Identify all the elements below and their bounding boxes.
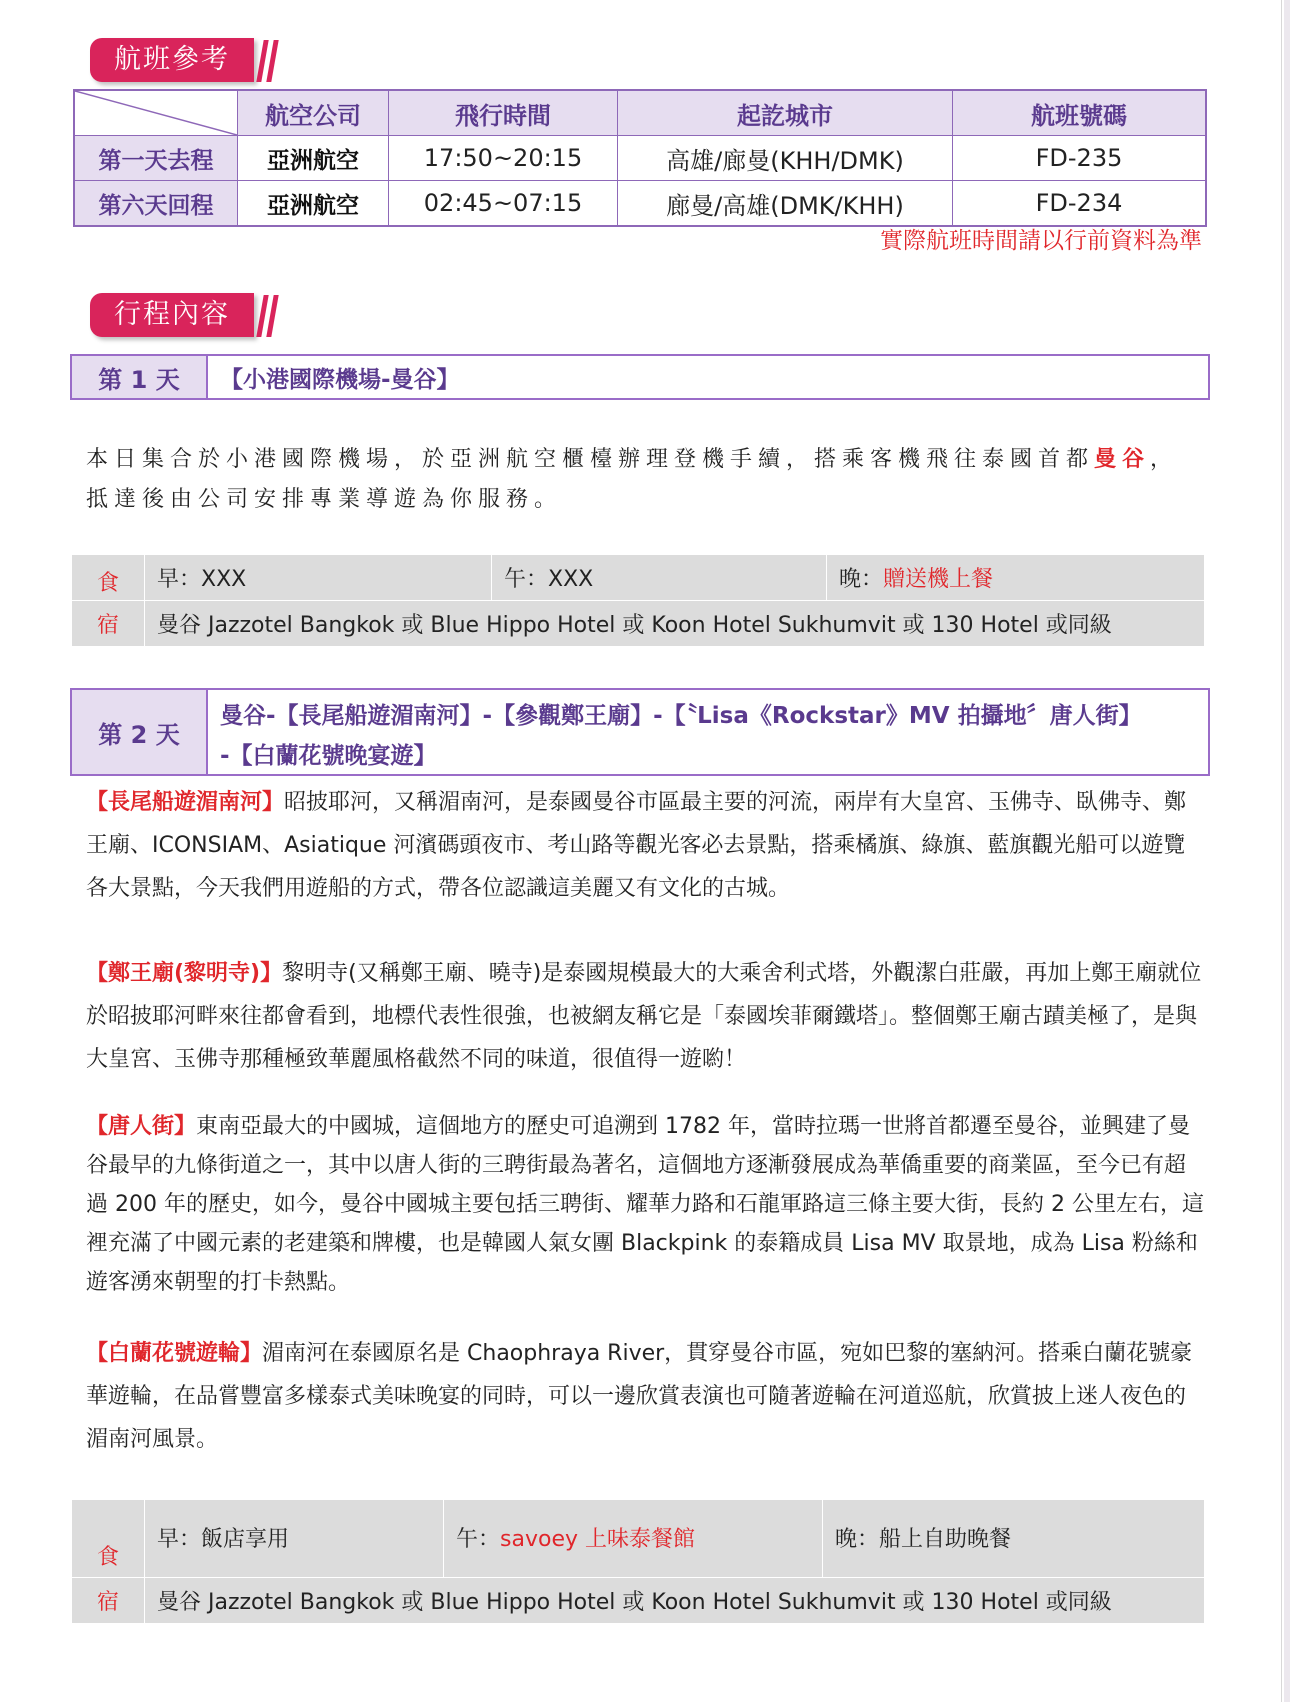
lunch-label: 午： (456, 1527, 501, 1552)
day1-title: 【小港國際機場-曼谷】 (220, 366, 460, 393)
flight-time: 02:45~07:15 (389, 181, 618, 227)
flight-table-corner-cell (74, 90, 238, 136)
dinner-value: 贈送機上餐 (883, 567, 994, 592)
paragraph-title: 【鄭王廟(黎明寺)】 (86, 961, 283, 986)
dinner: 晚：船上自助晚餐 (823, 1500, 1205, 1578)
day2-paragraph-cruise (86, 1332, 1206, 1461)
day2-label: 第 2 天 (72, 690, 208, 774)
paragraph-text: 東南亞最大的中國城，這個地方的歷史可追溯到 1782 年，當時拉瑪一世將首都遷至曼谷，並興建了曼谷最早的九條街道之一，其中以唐人街的三聘街最為著名，這個地方逐漸發展成為華僑重要的商業區，至今已有超過 200 年的歷史，如今，曼谷中國城主要包括三聘街、耀華力路和石龍軍路這三條主要大街，長約 2 公里左右，這裡充滿了中國元素的老建築和牌樓，也是韓國人氣女團 Blackpink 的泰籍成員 Lisa MV 取景地，成為 Lisa 粉絲和遊客湧來朝聖的打卡熱點。 (86, 1114, 1204, 1295)
hotel-key: 宿 (72, 1578, 145, 1624)
flight-table-header: 航班號碼 (953, 90, 1207, 136)
meal-key: 食 (72, 555, 145, 601)
paragraph-title: 【白蘭花號遊輪】 (86, 1341, 263, 1366)
page-scroll-edge (1284, 0, 1290, 1702)
flight-number: FD-234 (953, 181, 1207, 227)
day2-meal-table (71, 1499, 1205, 1624)
day1-meal-table (71, 554, 1205, 647)
flight-row-label: 第一天去程 (74, 136, 238, 181)
flight-airline: 亞洲航空 (238, 181, 389, 227)
heading-slash-decoration (266, 40, 278, 82)
hotel-key: 宿 (72, 601, 145, 647)
flight-route: 高雄/廊曼(KHH/DMK) (618, 136, 953, 181)
flight-table-header: 航空公司 (238, 90, 389, 136)
meal-row (72, 555, 1205, 601)
hotel-row (72, 1578, 1205, 1624)
lunch: 午：XXX (492, 555, 827, 601)
page-edge-line (1281, 0, 1282, 1702)
day1-label: 第 1 天 (72, 356, 208, 398)
lunch-value: savoey 上味泰餐館 (500, 1527, 695, 1552)
paragraph-text: 昭披耶河，又稱湄南河，是泰國曼谷市區最主要的河流，兩岸有大皇宮、玉佛寺、臥佛寺、鄭王廟、ICONSIAM、Asiatique 河濱碼頭夜市、考山路等觀光客必去景點，搭乘橘旗、綠旗、藍旗觀光船可以遊覽各大景點，今天我們用遊船的方式，帶各位認識這美麗又有文化的古城。 (86, 790, 1187, 901)
day1-description (86, 440, 1206, 520)
day2-paragraph-chinatown (86, 1107, 1206, 1302)
flight-table-header-row (74, 90, 1206, 136)
flight-route: 廊曼/高雄(DMK/KHH) (618, 181, 953, 227)
day1-desc-text: ，抵達後由公司安排專業導遊為你服務。 (86, 447, 1179, 512)
day2-header (70, 688, 1210, 776)
day1-header (70, 354, 1210, 400)
paragraph-text: 黎明寺(又稱鄭王廟、曉寺)是泰國規模最大的大乘舍利式塔，外觀潔白莊嚴，再加上鄭王廟就位於昭披耶河畔來往都會看到，地標代表性很強，也被網友稱它是「泰國埃菲爾鐵塔」。整個鄭王廟古蹟美極了，是與大皇宮、玉佛寺那種極致華麗風格截然不同的味道，很值得一遊喲！ (86, 961, 1202, 1072)
day2-paragraph-longtail-boat (86, 781, 1206, 910)
breakfast: 早：XXX (145, 555, 492, 601)
flight-table (73, 89, 1207, 227)
flight-table-header: 飛行時間 (389, 90, 618, 136)
heading-slash-decoration (266, 295, 278, 337)
diagonal-line-icon (75, 91, 237, 135)
meal-key: 食 (72, 1500, 145, 1578)
breakfast: 早：飯店享用 (145, 1500, 444, 1578)
paragraph-title: 【長尾船遊湄南河】 (86, 790, 285, 815)
flight-airline: 亞洲航空 (238, 136, 389, 181)
day2-title (208, 690, 1208, 774)
flight-time: 17:50~20:15 (389, 136, 618, 181)
day2-paragraph-wat-arun (86, 952, 1206, 1081)
paragraph-text: 湄南河在泰國原名是 Chaophraya River，貫穿曼谷市區，宛如巴黎的塞納河。搭乘白蘭花號豪華遊輪，在品嘗豐富多樣泰式美味晚宴的同時，可以一邊欣賞表演也可隨著遊輪在河道巡航，欣賞披上迷人夜色的湄南河風景。 (86, 1341, 1193, 1452)
flight-number: FD-235 (953, 136, 1207, 181)
day1-desc-text: 本日集合於小港國際機場，於亞洲航空櫃檯辦理登機手續，搭乘客機飛往泰國首都 (86, 447, 1095, 472)
flight-section-title: 航班參考 (90, 38, 254, 82)
lunch (444, 1500, 823, 1578)
hotel: 曼谷 Jazzotel Bangkok 或 Blue Hippo Hotel 或 Koon Hotel Sukhumvit 或 130 Hotel 或同級 (145, 1578, 1205, 1624)
hotel-row (72, 601, 1205, 647)
flight-time-note: 實際航班時間請以行前資料為準 (880, 228, 1202, 254)
day2-title-line: 曼谷-【長尾船遊湄南河】-【參觀鄭王廟】-【〝Lisa《Rockstar》MV 拍攝地〞唐人街】 (220, 703, 1142, 729)
itinerary-section-title: 行程內容 (90, 293, 254, 337)
flight-table-row (74, 181, 1206, 227)
meal-row (72, 1500, 1205, 1578)
dinner-label: 晚： (839, 567, 884, 592)
day2-title-line: -【白蘭花號晚宴遊】 (220, 743, 437, 769)
flight-row-label: 第六天回程 (74, 181, 238, 227)
paragraph-title: 【唐人街】 (86, 1114, 197, 1139)
day1-desc-highlight: 曼谷 (1094, 447, 1151, 472)
dinner (827, 555, 1205, 601)
hotel: 曼谷 Jazzotel Bangkok 或 Blue Hippo Hotel 或 Koon Hotel Sukhumvit 或 130 Hotel 或同級 (145, 601, 1205, 647)
flight-table-row (74, 136, 1206, 181)
flight-table-header: 起訖城市 (618, 90, 953, 136)
